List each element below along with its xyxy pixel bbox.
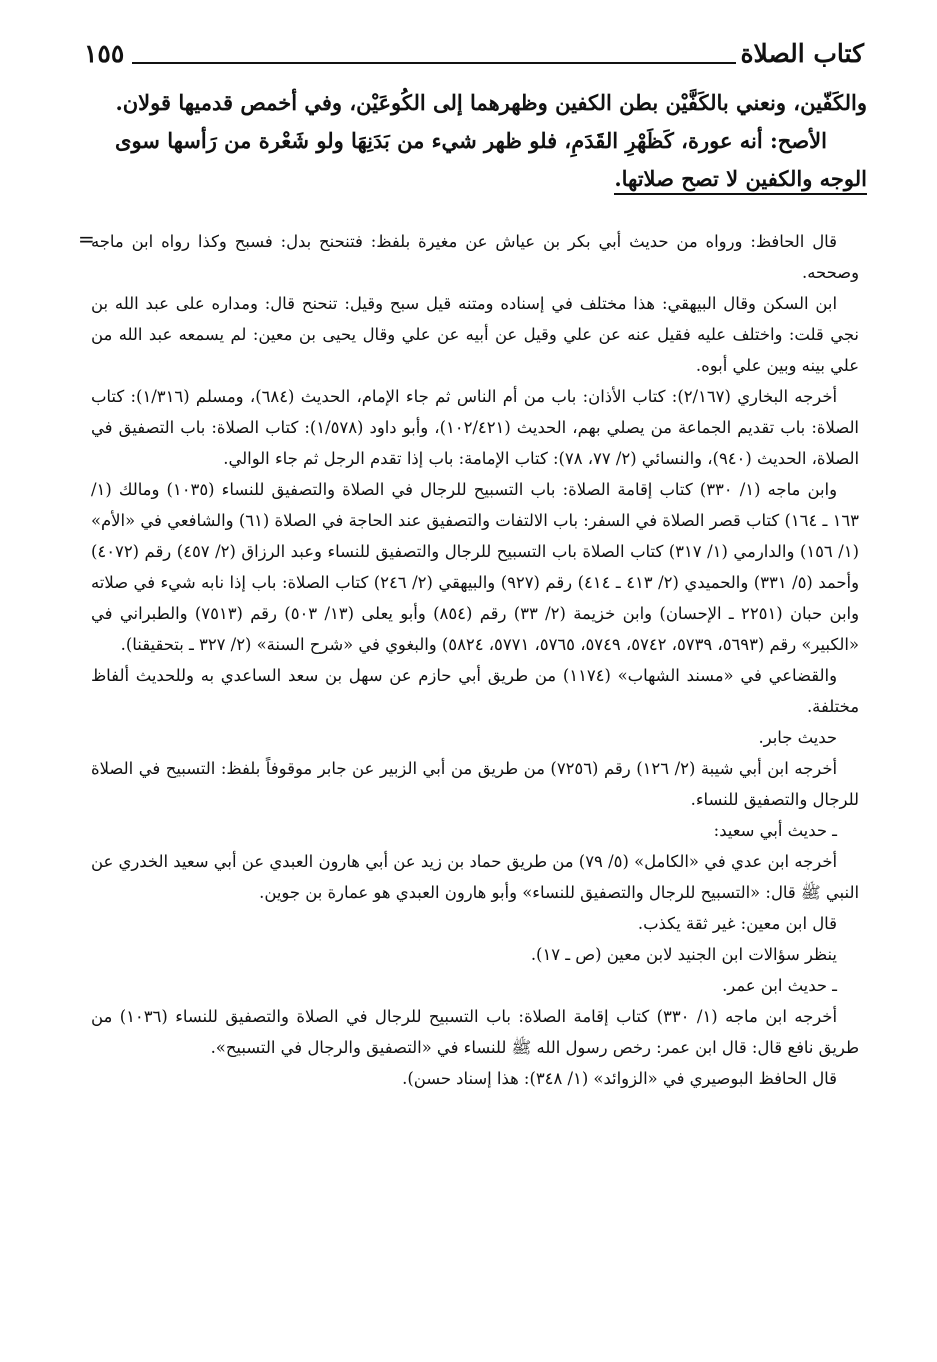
main-term: الأصح:	[770, 128, 827, 153]
footnote-paragraph: قال الحافظ: ورواه من حديث أبي بكر بن عياش عن مغيرة بلفظ: فتنحنح بدل: فسبح وكذا رواه ابن ماجه وصححه.	[91, 232, 859, 282]
footnote-paragraph: أخرجه ابن عدي في «الكامل» (٥/ ٧٩) من طريق حماد بن زيد عن أبي هارون العبدي عن أبي سعيد الخدري عن النبي ﷺ قال: «التسبيح للرجال والتصفيق للنساء» وأبو هارون العبدي هو عمارة بن جوين.	[91, 852, 859, 902]
footnote-paragraph: أخرجه ابن ماجه (١/ ٣٣٠) كتاب إقامة الصلاة: باب التسبيح للرجال في الصلاة والتصفيق للنساء (١٠٣٦) من طريق نافع قال: قال ابن عمر: رخص رسول الله ﷺ للنساء في «التصفيق والرجال في التسبيح».	[91, 1007, 859, 1057]
footnote-paragraph: ابن السكن وقال البيهقي: هذا مختلف في إسناده ومتنه قيل سبح وقيل: تنحنح قال: ومداره على عبد الله بن نجي قلت: واختلف عليه فقيل عنه عن علي وقيل عن أبيه عن علي وقال يحيى بن معين: لم يسمعه عبد الله من علي بينه وبين علي أبوه.	[91, 294, 859, 375]
main-line-2: أنه عورة، كَظَهْرِ القَدَمِ، فلو ظهر شيء من بَدَنِهَا ولو شَعْرة من رَأسها سوى	[115, 128, 763, 153]
footnote-paragraph: ـ حديث أبي سعيد:	[713, 821, 837, 840]
footnote-paragraph: ـ حديث ابن عمر.	[722, 976, 837, 995]
main-text	[77, 84, 867, 198]
main-line-3: الوجه والكفين لا تصح صلاتها.	[614, 166, 867, 195]
continuation-mark: =	[78, 227, 95, 251]
running-header	[84, 38, 864, 74]
main-line-1: والكَفّين، ونعني بالكَفَّيْن بطن الكفين وظهرهما إلى الكُوعَيْن، وفي أخمص قدميها قولان.	[115, 90, 867, 115]
footnotes	[91, 226, 859, 1094]
footnote-paragraph: ينظر سؤالات ابن الجنيد لابن معين (ص ـ ١٧).	[530, 945, 837, 964]
footnote-paragraph: حديث جابر.	[758, 728, 837, 747]
page-number: ١٥٥	[84, 39, 125, 68]
footnote-paragraph: قال ابن معين: غير ثقة يكذب.	[637, 914, 837, 933]
main-line-3-wrap	[77, 160, 867, 198]
footnote-paragraph: قال الحافظ البوصيري في «الزوائد» (١/ ٣٤٨): هذا إسناد حسن).	[402, 1069, 837, 1088]
chapter-title: كتاب الصلاة	[740, 39, 864, 68]
footnote-paragraph: أخرجه ابن أبي شيبة (٢/ ١٢٦) رقم (٧٢٥٦) من طريق من أبي الزبير عن جابر موقوفاً بلفظ: التسبيح في الصلاة للرجال والتصفيق للنساء.	[91, 759, 859, 809]
footnote-paragraph: والقضاعي في «مسند الشهاب» (١١٧٤) من طريق أبي حازم عن سهل بن سعد الساعدي به وللحديث ألفاظ مختلفة.	[91, 666, 859, 716]
footnote-paragraph: وابن ماجه (١/ ٣٣٠) كتاب إقامة الصلاة: باب التسبيح للرجال في الصلاة والتصفيق للنساء (١٠٣٥) ومالك (١/ ١٦٣ ـ ١٦٤) كتاب قصر الصلاة في السفر: باب الالتفات والتصفيق عند الحاجة في الصلاة (٦١) والشافعي في «الأم» (١/ ١٥٦) والدارمي (١/ ٣١٧) كتاب الصلاة باب التسبيح للرجال والتصفيق للنساء وعبد الرزاق (٢/ ٤٥٧) رقم (٤٠٧٢) وأحمد (٥/ ٣٣١) والحميدي (٢/ ٤١٣ ـ ٤١٤) رقم (٩٢٧) والبيهقي (٢/ ٢٤٦) كتاب الصلاة: باب إذا نابه شيء في صلاته وابن حبان (٢٢٥١ ـ الإحسان) وابن خزيمة (٢/ ٣٣) رقم (٨٥٤) وأبو يعلى (١٣/ ٥٠٣) رقم (٧٥١٣) والطبراني في «الكبير» رقم (٥٦٩٣، ٥٧٣٩، ٥٧٤٢، ٥٧٤٩، ٥٧٦٥، ٥٧٧١، ٥٨٢٤) والبغوي في «شرح السنة» (٢/ ٣٢٧ ـ بتحقيقنا).	[91, 480, 860, 654]
footnote-paragraph: أخرجه البخاري (٢/١٦٧): كتاب الأذان: باب من أم الناس ثم جاء الإمام، الحديث (٦٨٤)، ومسلم (١/٣١٦): كتاب الصلاة: باب تقديم الجماعة من يصلي بهم، الحديث (١٠٢/٤٢١)، وأبو داود (١/٥٧٨): كتاب الصلاة: باب التصفيق في الصلاة، الحديث (٩٤٠)، والنسائي (٢/ ٧٧، ٧٨): كتاب الإمامة: باب إذا تقدم الرجل ثم جاء الوالي.	[91, 387, 859, 468]
main-paragraph-2	[77, 122, 867, 160]
header-rule	[132, 62, 736, 64]
